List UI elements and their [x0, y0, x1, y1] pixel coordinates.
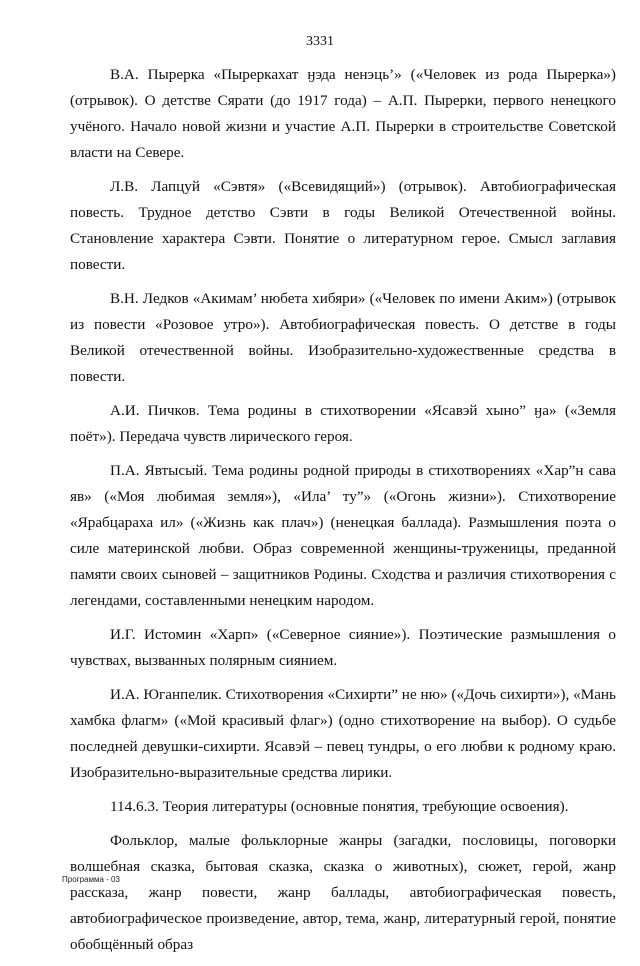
paragraph-yavtysy: П.А. Явтысый. Тема родины родной природы в стихотворениях «Хар”н сава яв» («Моя любимая земля»), «Ила’ ту”» («Огонь жизни»). Стихотворение «Ярабцараха ил» («Жизнь как плач») (ненецкая баллада). Размышления поэта о силе материнской любви. Образ современной женщины-труженицы, преданной памяти своих сыновей – защитников Родины. Сходства и различия стихотворения с легендами, составленными ненецким народом. [70, 462, 616, 609]
paragraph-pyrerka: В.А. Пырерка «Пыреркахат ӈэда ненэць’» («Человек из рода Пырерка») (отрывок). О детстве Сярати (до 1917 года) – А.П. Пырерки, первого ненецкого учёного. Начало новой жизни и участие А.П. Пырерки в строительстве Советской власти на Севере. [70, 66, 616, 161]
document-body [70, 62, 616, 966]
paragraph-laptsuy: Л.В. Лапцуй «Сэвтя» («Всевидящий») (отрывок). Автобиографическая повесть. Трудное детство Сэвти в годы Великой Отечественной войны. Становление характера Сэвти. Понятие о литературном герое. Смысл заглавия повести. [70, 178, 616, 273]
section-heading-theory: 114.6.3. Теория литературы (основные понятия, требующие освоения). [110, 798, 569, 815]
paragraph-theory-terms: Фольклор, малые фольклорные жанры (загадки, пословицы, поговорки волшебная сказка, бытовая сказка, сказка о животных), сюжет, герой, жанр рассказа, жанр повести, жанр баллады, автобиографическая повесть, автобиографическое произведение, автор, тема, жанр, литературный герой, понятие обобщённый образ [70, 832, 616, 953]
footer-label: Программа - 03 [62, 875, 120, 884]
paragraph-istomin: И.Г. Истомин «Харп» («Северное сияние»). Поэтические размышления о чувствах, вызванных полярным сиянием. [70, 626, 616, 669]
page-number: 3331 [306, 34, 334, 49]
paragraph-pichkov: А.И. Пичков. Тема родины в стихотворении «Ясавэй хыно” ӈа» («Земля поёт»). Передача чувств лирического героя. [70, 402, 616, 445]
paragraph-yuganpelik: И.А. Юганпелик. Стихотворения «Сихирти” не ню» («Дочь сихирти»), «Мань хамбка флагм» («Мой красивый флаг») (одно стихотворение на выбор). О судьбе последней девушки-сихирти. Ясавэй – певец тундры, о его любви к родному краю. Изобразительно-выразительные средства лирики. [70, 686, 616, 781]
paragraph-ledkov: В.Н. Ледков «Акимам’ нюбета хибяри» («Человек по имени Аким») (отрывок из повести «Розовое утро»). Автобиографическая повесть. О детстве в годы Великой отечественной войны. Изобразительно-художественные средства в повести. [70, 290, 616, 385]
